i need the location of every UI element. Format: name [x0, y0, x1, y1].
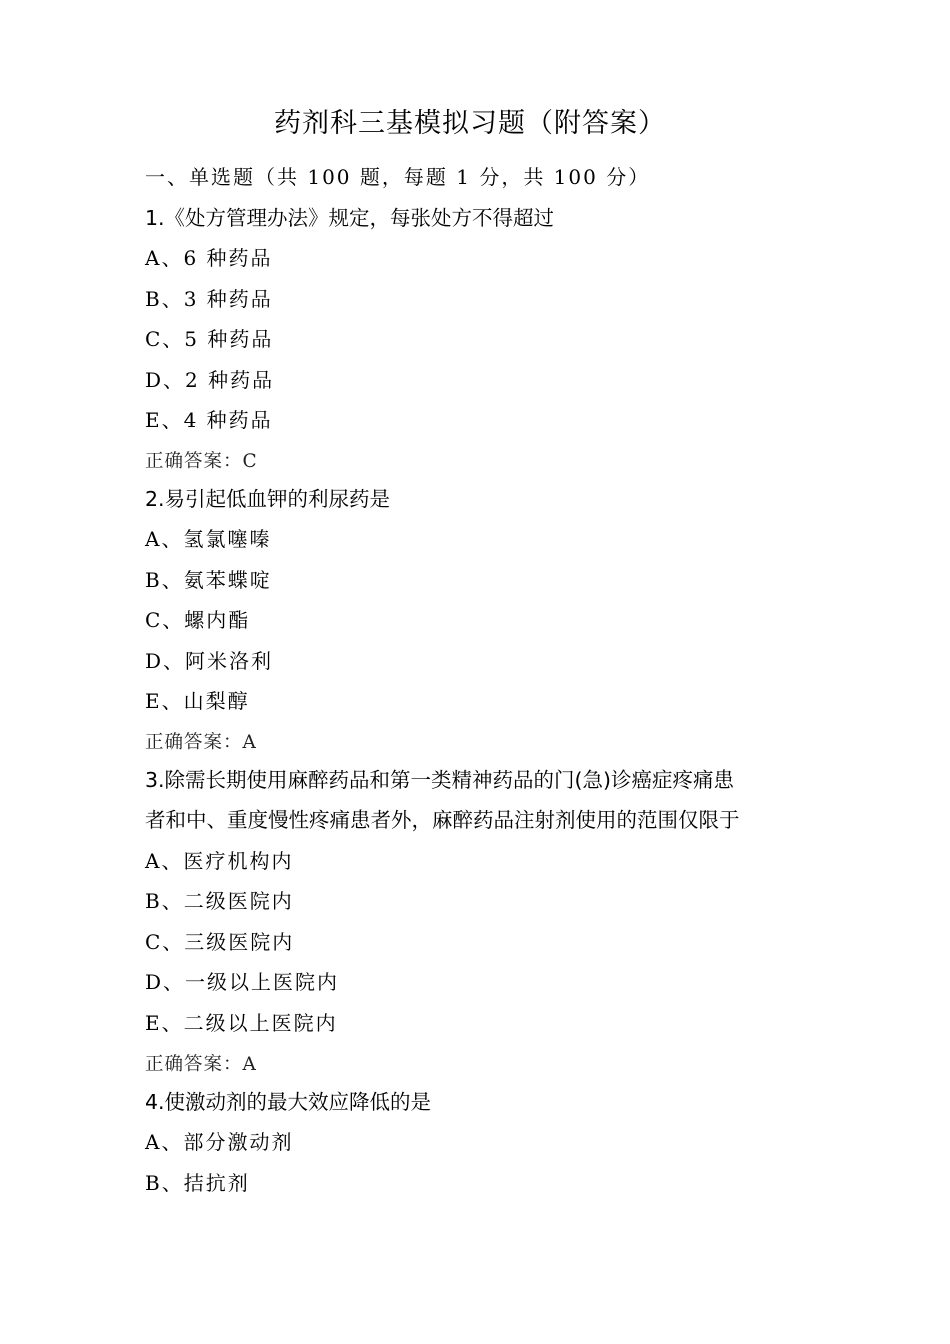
section-heading: 一、单选题（共 100 题，每题 1 分，共 100 分） [145, 165, 651, 189]
question-2-option-d: D、阿米洛利 [145, 649, 274, 673]
question-1-option-d: D、2 种药品 [145, 368, 275, 392]
question-2-option-a: A、氢氯噻嗪 [145, 527, 272, 551]
question-4-option-a: A、部分激动剂 [145, 1130, 294, 1154]
document-title: 药剂科三基模拟习题（附答案） [274, 108, 666, 139]
question-2-option-b: B、氨苯蝶啶 [145, 568, 272, 592]
question-1-option-b: B、3 种药品 [145, 287, 273, 311]
question-3-option-e: E、二级以上医院内 [145, 1011, 338, 1035]
question-3-stem-line-2: 者和中、重度慢性疼痛患者外，麻醉药品注射剂使用的范围仅限于 [145, 808, 740, 832]
question-1-option-a: A、6 种药品 [145, 246, 273, 270]
question-3-stem-line-1: 3.除需长期使用麻醉药品和第一类精神药品的门(急)诊癌症疼痛患 [145, 768, 735, 792]
question-2-answer: 正确答案：A [145, 732, 257, 753]
question-3-option-a: A、医疗机构内 [145, 849, 294, 873]
question-1-option-c: C、5 种药品 [145, 327, 274, 351]
question-1-answer: 正确答案：C [145, 451, 258, 472]
question-1-stem: 1.《处方管理办法》规定，每张处方不得超过 [145, 206, 555, 230]
question-2-option-e: E、山梨醇 [145, 689, 250, 713]
question-4-stem: 4.使激动剂的最大效应降低的是 [145, 1090, 432, 1114]
question-3-option-c: C、三级医院内 [145, 930, 295, 954]
question-1-option-e: E、4 种药品 [145, 408, 273, 432]
question-3-answer: 正确答案：A [145, 1054, 257, 1075]
question-2-stem: 2.易引起低血钾的利尿药是 [145, 487, 391, 511]
question-2-option-c: C、螺内酯 [145, 608, 251, 632]
question-4-option-b: B、拮抗剂 [145, 1171, 250, 1195]
question-3-option-b: B、二级医院内 [145, 889, 294, 913]
question-3-option-d: D、一级以上医院内 [145, 970, 340, 994]
